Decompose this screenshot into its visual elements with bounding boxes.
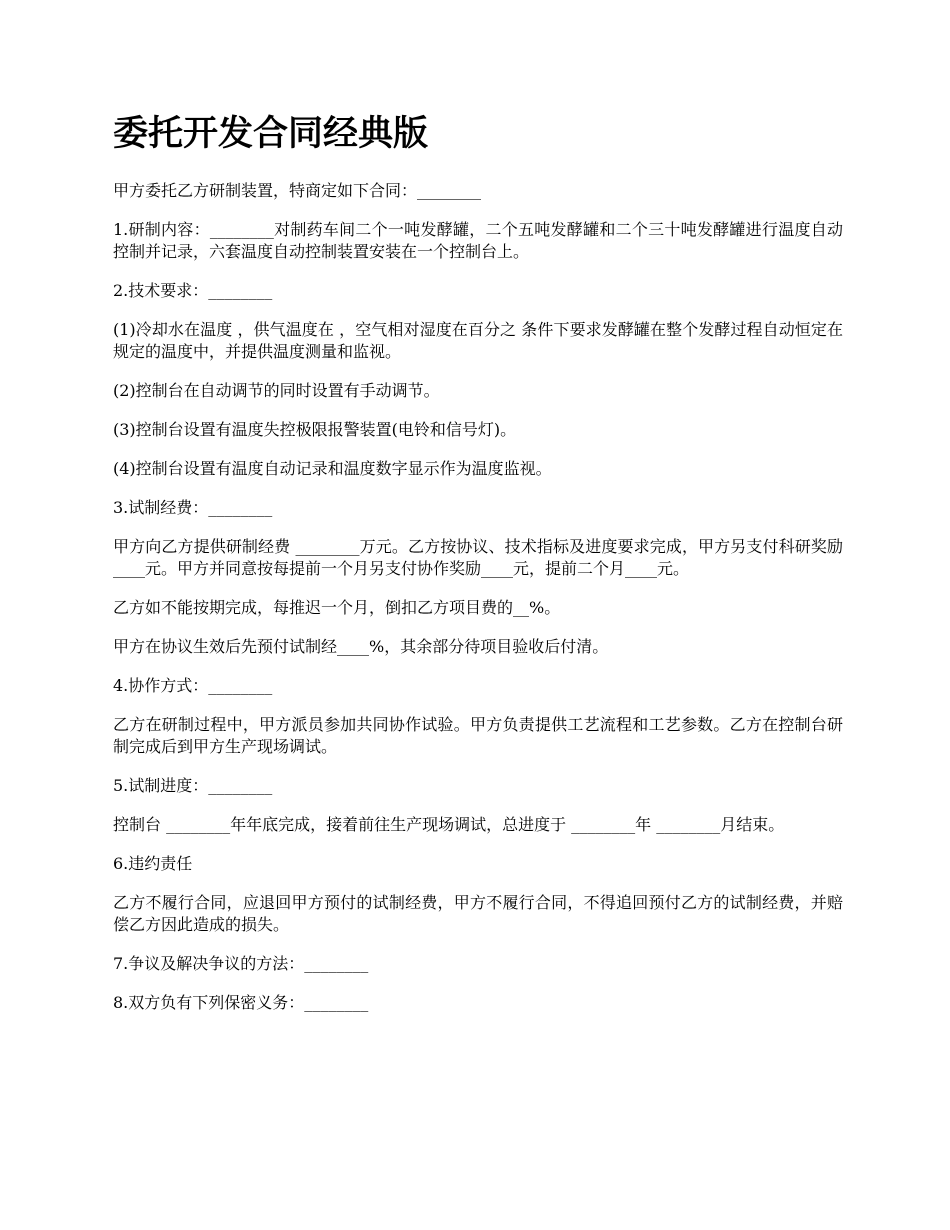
schedule-paragraph: 控制台 ________年年底完成，接着前往生产现场调试，总进度于 ________年 ________月结束。 xyxy=(113,815,785,834)
section-3-heading: 3.试制经费：________ xyxy=(113,498,273,517)
section-8-heading: 8.双方负有下列保密义务：________ xyxy=(113,993,369,1012)
section-7-heading: 7.争议及解决争议的方法：________ xyxy=(113,954,369,973)
prepayment-paragraph: 甲方在协议生效后先预付试制经____%，其余部分待项目验收后付清。 xyxy=(113,637,609,656)
requirement-1: (1)冷却水在温度 ，供气温度在 ，空气相对湿度在百分之 条件下要求发酵罐在整个发酵过程自动恒定在规定的温度中，并提供温度测量和监视。 xyxy=(113,320,843,361)
section-2-heading: 2.技术要求：________ xyxy=(113,281,273,300)
delay-penalty-paragraph: 乙方如不能按期完成，每推迟一个月，倒扣乙方项目费的__%。 xyxy=(113,598,561,617)
cooperation-paragraph: 乙方在研制过程中，甲方派员参加共同协作试验。甲方负责提供工艺流程和工艺参数。乙方在控制台研制完成后到甲方生产现场调试。 xyxy=(113,715,843,756)
requirement-3: (3)控制台设置有温度失控极限报警装置(电铃和信号灯)。 xyxy=(113,420,517,439)
section-6-heading: 6.违约责任 xyxy=(113,854,193,873)
section-1-content: 1.研制内容：________对制药车间二个一吨发酵罐，二个五吨发酵罐和二个三十吨发酵罐进行温度自动控制并记录，六套温度自动控制装置安装在一个控制台上。 xyxy=(113,220,843,261)
liability-paragraph: 乙方不履行合同，应退回甲方预付的试制经费，甲方不履行合同，不得追回预付乙方的试制经费，并赔偿乙方因此造成的损失。 xyxy=(113,893,843,934)
requirement-4: (4)控制台设置有温度自动记录和温度数字显示作为温度监视。 xyxy=(113,459,552,478)
document-page xyxy=(113,108,843,1031)
section-4-heading: 4.协作方式：________ xyxy=(113,676,273,695)
section-5-heading: 5.试制进度：________ xyxy=(113,776,273,795)
funding-paragraph: 甲方向乙方提供研制经费 ________万元。乙方按协议、技术指标及进度要求完成，甲方另支付科研奖励____元。甲方并同意按每提前一个月另支付协作奖励____元，提前二个月____元。 xyxy=(113,537,843,578)
requirement-2: (2)控制台在自动调节的同时设置有手动调节。 xyxy=(113,381,440,400)
intro-paragraph: 甲方委托乙方研制装置，特商定如下合同：________ xyxy=(113,181,482,200)
document-title: 委托开发合同经典版 xyxy=(113,114,429,154)
